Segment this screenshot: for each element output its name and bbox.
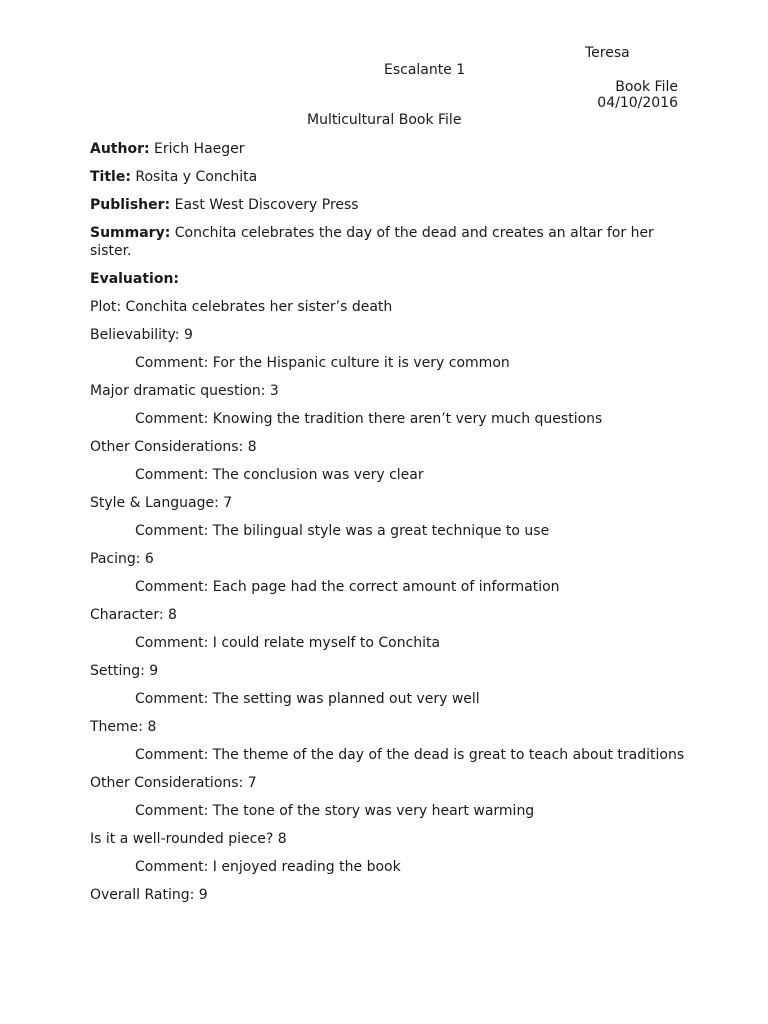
- title-label: Title:: [90, 169, 131, 185]
- evaluation-list: [90, 326, 690, 876]
- criterion-comment: Comment: The conclusion was very clear: [135, 467, 424, 483]
- publisher-value: East West Discovery Press: [174, 197, 359, 213]
- criterion-line: Major dramatic question: 3: [90, 383, 279, 399]
- criterion-comment: Comment: I enjoyed reading the book: [135, 859, 401, 875]
- summary-line: [90, 224, 660, 260]
- header-page-label: Escalante 1: [384, 62, 466, 78]
- evaluation-heading: Evaluation:: [90, 271, 180, 287]
- criterion-line: Believability: 9: [90, 327, 193, 343]
- title-value: Rosita y Conchita: [135, 169, 258, 185]
- plot-line: Plot: Conchita celebrates her sister’s death: [90, 299, 393, 315]
- author-line: [90, 140, 690, 158]
- header-name: Teresa: [585, 45, 630, 61]
- title-line: [90, 168, 690, 186]
- criterion-comment: Comment: The theme of the day of the dead is great to teach about traditions: [135, 747, 685, 763]
- criterion-comment: Comment: For the Hispanic culture it is very common: [135, 355, 510, 371]
- criterion-line: Theme: 8: [90, 719, 157, 735]
- publisher-line: [90, 196, 690, 214]
- criterion-comment: Comment: I could relate myself to Conchita: [135, 635, 441, 651]
- document-body: [90, 140, 690, 904]
- author-value: Erich Haeger: [154, 141, 245, 157]
- publisher-label: Publisher:: [90, 197, 171, 213]
- header-doc-type: Book File: [615, 79, 678, 95]
- criterion-line: Other Considerations: 8: [90, 439, 257, 455]
- criterion-comment: Comment: Knowing the tradition there aren’t very much questions: [135, 411, 603, 427]
- criterion-line: Is it a well-rounded piece? 8: [90, 831, 287, 847]
- criterion-line: Pacing: 6: [90, 551, 154, 567]
- criterion-line: Setting: 9: [90, 663, 159, 679]
- criterion-line: Other Considerations: 7: [90, 775, 257, 791]
- criterion-comment: Comment: The tone of the story was very heart warming: [135, 803, 535, 819]
- author-label: Author:: [90, 141, 150, 157]
- summary-label: Summary:: [90, 225, 171, 241]
- page-title: Multicultural Book File: [307, 112, 462, 128]
- criterion-comment: Comment: The bilingual style was a great technique to use: [135, 523, 550, 539]
- header-date: 04/10/2016: [597, 95, 678, 111]
- criterion-comment: Comment: Each page had the correct amount of information: [135, 579, 560, 595]
- criterion-line: Style & Language: 7: [90, 495, 233, 511]
- overall-rating: Overall Rating: 9: [90, 887, 208, 903]
- criterion-line: Character: 8: [90, 607, 177, 623]
- criterion-comment: Comment: The setting was planned out very well: [135, 691, 480, 707]
- summary-value: Conchita celebrates the day of the dead and creates an altar for her sister.: [90, 225, 654, 259]
